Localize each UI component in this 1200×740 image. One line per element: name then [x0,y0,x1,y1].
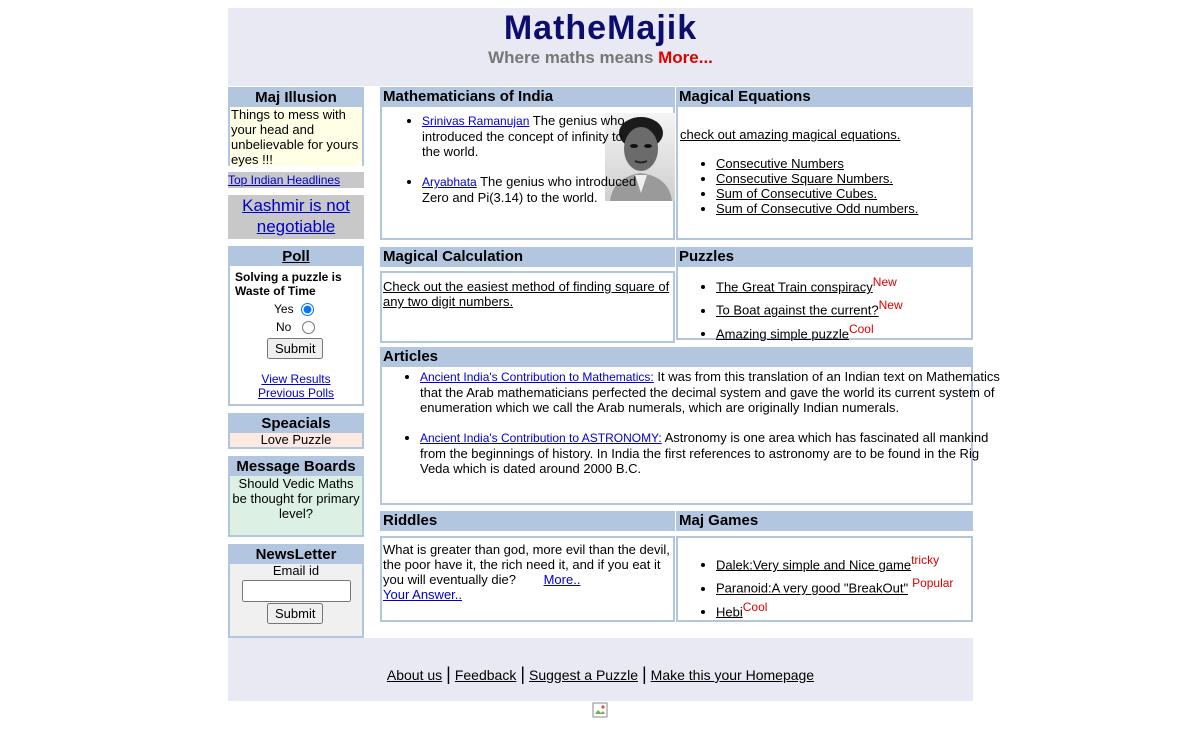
equation-link[interactable]: Consecutive Numbers [716,156,844,171]
games-header: Maj Games [676,511,973,531]
cool-badge: Cool [742,599,768,614]
illusion-title: Maj Illusion [230,89,362,107]
suggest-puzzle-link[interactable]: Suggest a Puzzle [529,667,638,683]
article-math-text: It was from this translation of an Indian text on Mathematics that the Arab mathematicians perfected the decimal system and gave the world its current system of enumeration which we call the Arab numerals, which are originally Indian numerals. [420,369,1000,415]
calculation-link[interactable]: Check out the easiest method of finding square of any two digit numbers. [383,279,670,309]
ramanujan-link[interactable]: Srinivas Ramanujan [422,114,530,128]
article-astronomy-link[interactable]: Ancient India's Contribution to ASTRONOMY: [420,431,662,445]
site-title: MatheMajik [503,9,698,47]
mathematician-item [422,174,644,205]
feedback-link[interactable]: Feedback [454,667,517,683]
riddles-header: Riddles [380,511,675,531]
riddle-more-link[interactable]: More.. [543,572,581,587]
puzzles-panel [676,267,973,340]
riddle-text: What is greater than god, more evil than the devil, the poor have it, the rich need it, and if you eat it you will eventually die? [383,542,670,587]
calculation-header: Magical Calculation [380,247,675,267]
newsletter-title: NewsLetter [230,546,362,564]
equations-panel [676,107,973,240]
poll-question: Solving a puzzle is Waste of Time [235,270,342,298]
message-boards-text[interactable]: Should Vedic Maths be thought for primary level? [230,476,362,535]
popular-badge: Popular [912,576,954,591]
tagline-more: More... [658,48,713,67]
poll-box [228,246,364,406]
poll-title [230,248,362,266]
poll-no-radio[interactable] [302,321,315,334]
equations-header: Magical Equations [676,87,973,107]
puzzle-link[interactable]: To Boat against the current? [716,302,879,318]
kashmir-link[interactable]: Kashmir is not negotiable [242,196,350,236]
site-header [228,8,973,86]
puzzles-header: Puzzles [676,247,973,267]
aryabhata-link[interactable]: Aryabhata [422,175,477,189]
articles-panel [380,367,1000,505]
new-badge: New [878,298,903,313]
cool-badge: Cool [848,321,874,336]
articles-header: Articles [380,347,973,367]
tricky-badge: tricky [911,553,940,567]
equations-list [678,156,918,216]
footer [228,638,973,701]
poll-title-link[interactable]: Poll [282,248,310,265]
broken-image-icon [592,702,608,718]
game-item [716,598,953,621]
poll-links [230,372,362,400]
games-panel [676,536,973,622]
articles-list [382,369,1006,476]
game-link[interactable]: Paranoid:A very good "BreakOut" [716,580,909,596]
game-item [716,551,953,574]
equations-intro-link[interactable]: check out amazing magical equations. [680,127,901,142]
illusion-text[interactable]: Things to mess with your head and unbelievable for yours eyes !!! [230,107,362,166]
footer-separator: | [641,664,647,684]
puzzle-item [716,320,903,343]
headlines-bar [228,172,364,188]
equation-item [716,201,918,216]
equation-item [716,186,918,201]
calculation-panel [380,271,675,343]
article-item [420,430,1006,476]
homepage-link[interactable]: Make this your Homepage [650,667,815,683]
puzzle-item [716,273,903,296]
equation-item [716,171,918,186]
about-us-link[interactable]: About us [386,667,443,683]
new-badge: New [872,275,897,289]
newsletter-submit-button[interactable]: Submit [267,603,323,624]
puzzle-link[interactable]: The Great Train conspiracy [716,279,873,295]
games-list [678,551,953,621]
riddle-block [383,542,673,602]
riddles-panel [380,536,675,622]
equation-link[interactable]: Sum of Consecutive Cubes. [716,186,878,201]
ramanujan-text: The genius who introduced the concept of infinity to the world. [422,113,625,159]
puzzle-item [716,296,903,319]
poll-option-no [276,320,315,334]
puzzle-link[interactable]: Amazing simple puzzle [716,325,849,341]
message-boards-box [228,456,364,537]
riddle-answer-link[interactable]: Your Answer.. [383,587,463,602]
mathematicians-header: Mathematicians of India [380,87,675,107]
view-results-link[interactable]: View Results [261,372,331,386]
mathematicians-list [382,113,644,205]
specials-item[interactable]: Love Puzzle [230,433,362,447]
poll-yes-radio[interactable] [301,303,314,316]
aryabhata-text: The genius who introduced Zero and Pi(3.14) to the world. [422,174,637,205]
article-math-link[interactable]: Ancient India's Contribution to Mathematics: [420,370,654,384]
puzzles-list [678,273,903,343]
equation-link[interactable]: Consecutive Square Numbers. [716,171,894,186]
footer-links [228,664,973,685]
equation-link[interactable]: Sum of Consecutive Odd numbers. [716,201,919,216]
tagline [228,48,973,68]
illusion-box [228,87,364,166]
headlines-link[interactable]: Top Indian Headlines [228,173,341,187]
poll-option-yes [274,302,314,316]
poll-no-label: No [276,320,292,334]
footer-separator: | [446,664,451,684]
message-boards-title: Message Boards [230,458,362,476]
mathematicians-panel [380,107,675,240]
specials-box [228,413,364,449]
game-link[interactable]: Dalek:Very simple and Nice game [716,557,912,573]
poll-submit-button[interactable]: Submit [267,338,323,359]
email-label: Email id [272,563,320,578]
article-item [420,369,1006,415]
poll-yes-label: Yes [274,302,294,316]
tagline-prefix: Where maths means [488,48,659,67]
footer-separator: | [520,664,526,684]
article-astronomy-text: Astronomy is one area which has fascinated all mankind from the beginnings of history. In India the first references to astronomy are to be found in the Rig Veda which is dated around 2000 B.C. [420,430,989,476]
specials-title: Speacials [230,415,362,433]
equation-item [716,156,918,171]
game-link[interactable]: Hebi [716,603,743,619]
previous-polls-link[interactable]: Previous Polls [257,386,335,400]
kashmir-box [228,195,364,239]
page [228,8,1000,701]
newsletter-box [228,544,364,638]
email-input[interactable] [242,580,351,602]
game-item [716,574,953,597]
mathematician-item [422,113,644,159]
